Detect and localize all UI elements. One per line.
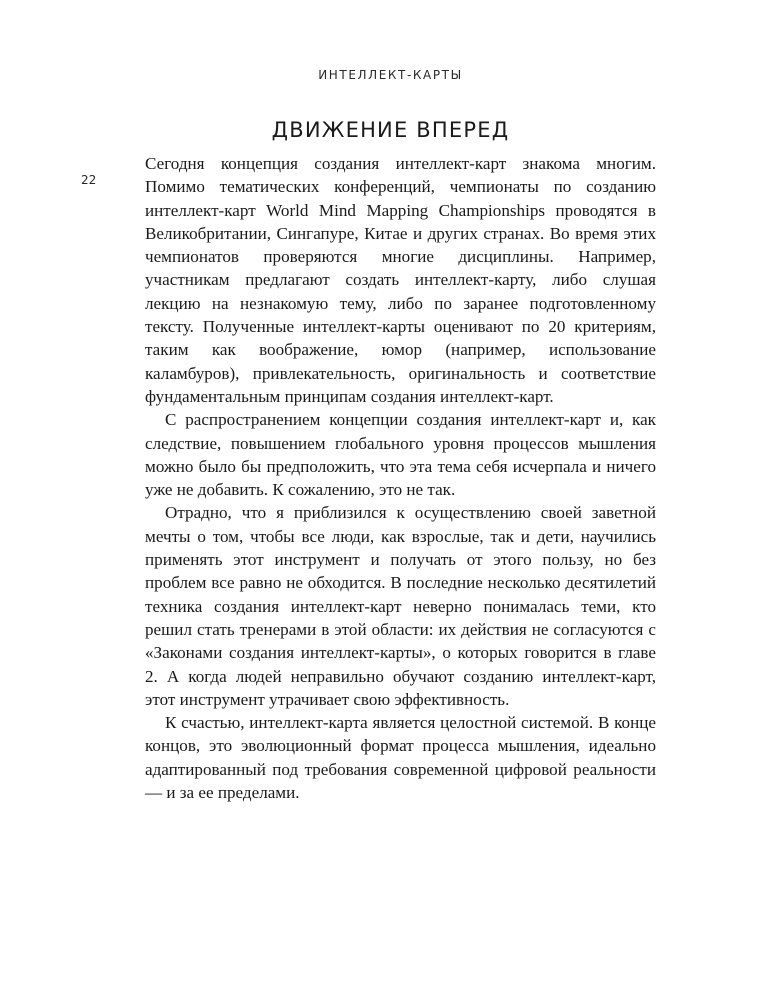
paragraph-3: Отрадно, что я приблизился к осуществлению своей заветной мечты о том, чтобы все люди, как взрослые, так и дети, научились применять этот инструмент и получать от этого пользу, но без проблем все равно не обходится. В последние несколько десятилетий техника создания интеллект-карт неверно понималась теми, кто решил стать тренерами в этой области: их действия не согласуются с «Законами создания интеллект-карты», о которых говорится в главе 2. А когда людей неправильно обучают созданию интеллект-карт, этот инструмент утрачивает свою эффективность. [145, 503, 656, 709]
paragraph-2: С распространением концепции создания интеллект-карт и, как следствие, повышением глобального уровня процессов мышления можно было бы предположить, что эта тема себя исчерпала и ничего уже не добавить. К сожалению, это не так. [145, 410, 656, 500]
paragraph-4: К счастью, интеллект-карта является целостной системой. В конце концов, это эволюционный формат процесса мышления, идеально адаптированный под требования современной цифровой реальности — и за ее пределами. [145, 713, 656, 803]
running-header: ИНТЕЛЛЕКТ-КАРТЫ [318, 68, 463, 82]
section-title: ДВИЖЕНИЕ ВПЕРЕД [271, 118, 510, 142]
body-text [145, 152, 656, 804]
paragraph-1: Сегодня концепция создания интеллект-карт знакома многим. Помимо тематических конференций, чемпионаты по созданию интеллект-карт World Mind Mapping Championships проводятся в Великобритании, Сингапуре, Китае и других странах. Во время этих чемпионатов проверяются многие дисциплины. Например, участникам предлагают создать интеллект-карту, либо слушая лекцию на незнакомую тему, либо по заранее подготовленному тексту. Полученные интеллект-карты оценивают по 20 критериям, таким как воображение, юмор (например, использование каламбуров), привлекательность, оригинальность и соответствие фундаментальным принципам создания интеллект-карт. [145, 154, 656, 406]
page-number: 22 [81, 173, 97, 187]
